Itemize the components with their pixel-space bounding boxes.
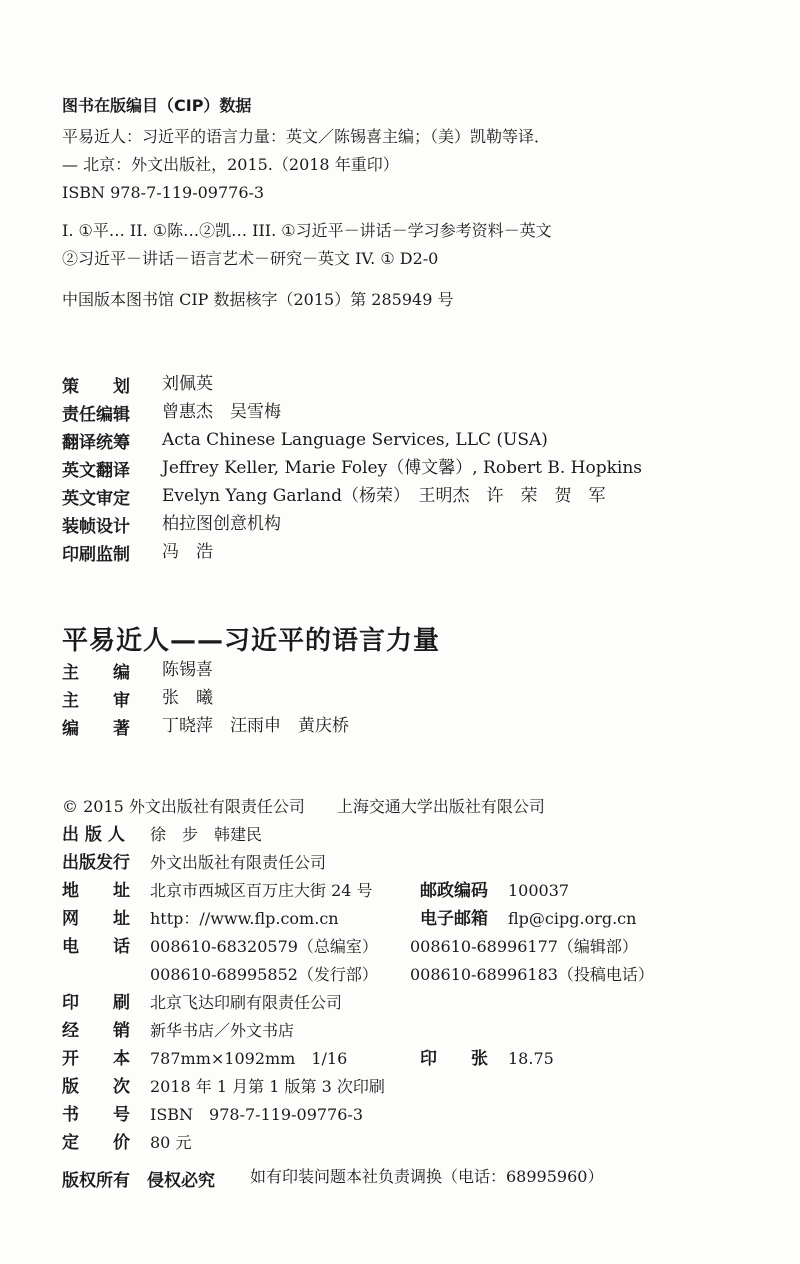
cip-heading: 图书在版编目（CIP）数据 [62,96,252,115]
credit-value: 冯 浩 [162,542,213,562]
issuer-label: 出版发行 [62,853,130,873]
role-label: 编 著 [62,719,130,739]
isbn-label: 书 号 [62,1105,130,1125]
cip-line-1: 平易近人：习近平的语言力量：英文／陈锡喜主编；（美）凯勒等译． [62,127,551,146]
format-value: 787mm×1092mm 1/16 [150,1049,348,1068]
distributor-value: 新华书店／外文书店 [150,1021,295,1040]
edition-label: 版 次 [62,1077,130,1097]
cip-isbn: ISBN 978-7-119-09776-3 [62,183,265,202]
publisher-value: 徐 步 韩建民 [150,825,263,844]
credit-label: 责任编辑 [62,405,130,425]
price-label: 定 价 [62,1133,130,1153]
postcode-label: 邮政编码 [420,881,488,901]
price-value: 80 元 [150,1133,192,1152]
sheets-label: 印 张 [420,1049,488,1069]
address-value: 北京市西城区百万庄大街 24 号 [150,881,373,900]
phone-number: 008610-68320579（总编室） [150,937,378,956]
credit-value: Acta Chinese Language Services, LLC (USA) [162,430,548,450]
role-value: 陈锡喜 [162,660,213,680]
cip-classification-2: ②习近平－讲话－语言艺术－研究－英文 IV. ① D2-0 [62,249,439,268]
credit-value: 柏拉图创意机构 [162,514,281,534]
credit-value: 刘佩英 [162,374,213,394]
phone-number: 008610-68995852（发行部） [150,965,378,984]
email-link[interactable]: flp@cipg.org.cn [508,909,637,928]
issuer-value: 外文出版社有限责任公司 [150,853,327,872]
role-value: 张 曦 [162,688,213,708]
format-label: 开 本 [62,1049,130,1069]
credit-label: 策 划 [62,377,130,397]
rights-reserved: 版权所有 侵权必究 [62,1171,215,1191]
phone-label: 电 话 [62,937,130,957]
book-title: 平易近人——习近平的语言力量 [62,626,441,656]
cip-line-2: — 北京：外文出版社，2015.（2018 年重印） [62,155,399,174]
website-link[interactable]: http：//www.flp.com.cn [150,909,339,928]
sheets-value: 18.75 [508,1049,554,1068]
role-value: 丁晓萍 汪雨申 黄庆桥 [162,716,349,736]
credit-value: Jeffrey Keller, Marie Foley（傅文馨）, Robert B. Hopkins [162,458,643,478]
role-label: 主 审 [62,691,130,711]
role-label: 主 编 [62,663,130,683]
phone-number: 008610-68996183（投稿电话） [410,965,654,984]
copyright-line: © 2015 外文出版社有限责任公司 上海交通大学出版社有限公司 [62,797,545,816]
credit-value: 曾惠杰 吴雪梅 [162,402,281,422]
credit-value: Evelyn Yang Garland（杨荣） 王明杰 许 荣 贺 军 [162,486,606,506]
credit-label: 英文审定 [62,489,130,509]
credit-label: 印刷监制 [62,545,130,565]
publisher-label: 出 版 人 [62,825,125,845]
isbn-value: ISBN 978-7-119-09776-3 [150,1105,364,1124]
postcode-value: 100037 [508,881,570,900]
cip-classification-1: I. ①平… II. ①陈…②凯… III. ①习近平－讲话－学习参考资料－英文 [62,221,552,240]
credit-label: 英文翻译 [62,461,130,481]
email-label: 电子邮箱 [420,909,488,929]
phone-number: 008610-68996177（编辑部） [410,937,638,956]
cip-check-number: 中国版本图书馆 CIP 数据核字（2015）第 285949 号 [62,290,454,309]
address-label: 地 址 [62,881,130,901]
printer-label: 印 刷 [62,993,130,1013]
credit-label: 装帧设计 [62,517,130,537]
edition-value: 2018 年 1 月第 1 版第 3 次印刷 [150,1077,385,1096]
print-defect-notice: 如有印装问题本社负责调换（电话：68995960） [250,1167,604,1186]
printer-value: 北京飞达印刷有限责任公司 [150,993,343,1012]
website-label: 网 址 [62,909,130,929]
credit-label: 翻译统筹 [62,433,130,453]
distributor-label: 经 销 [62,1021,130,1041]
